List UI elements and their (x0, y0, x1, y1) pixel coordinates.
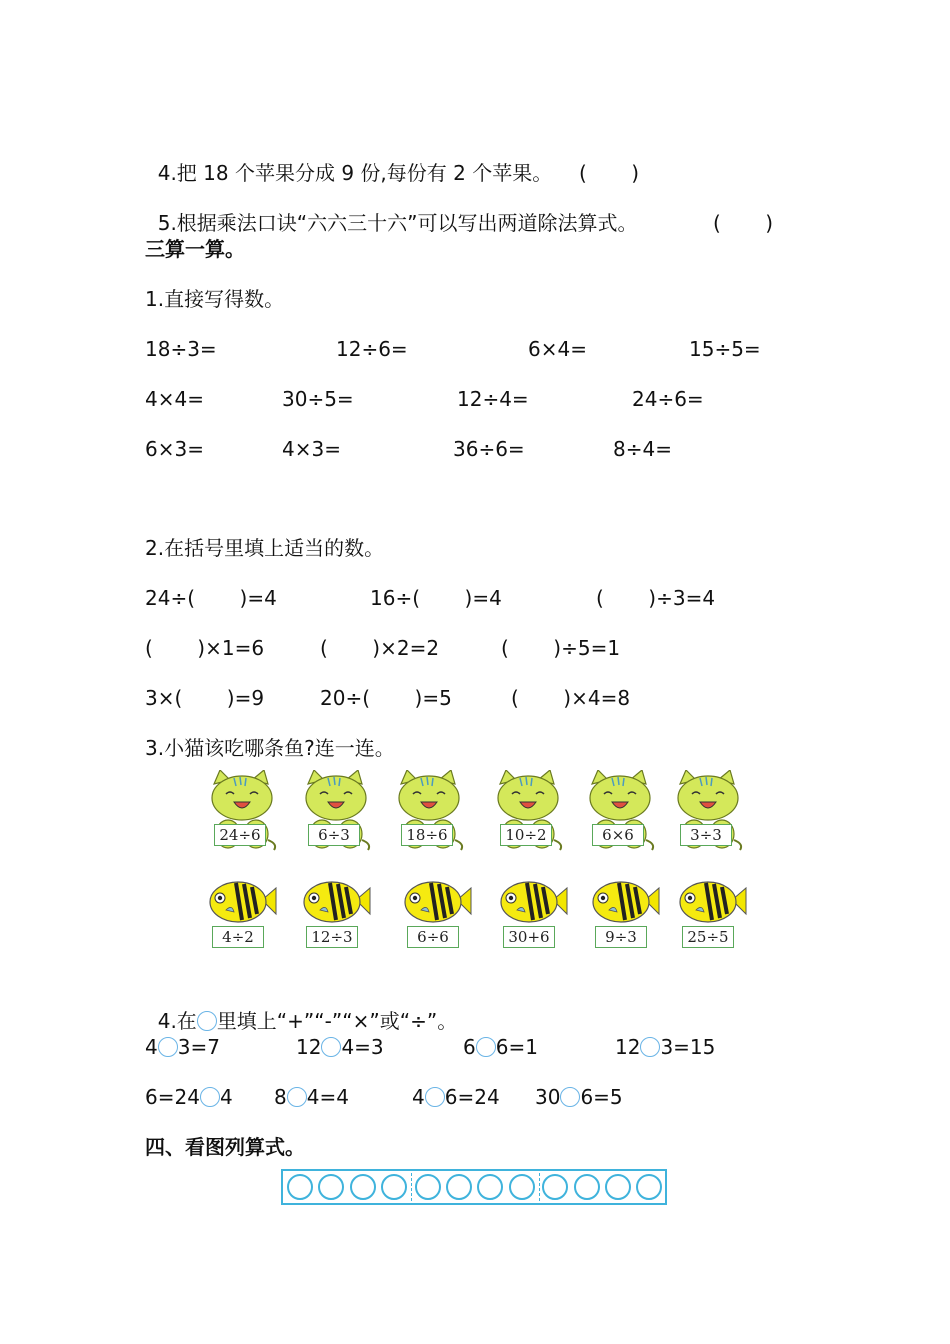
operator-item (615, 1035, 715, 1059)
fish-expression-label: 9÷3 (595, 926, 647, 948)
operator-right: 3=7 (177, 1035, 220, 1059)
calc-item: 4×3= (282, 437, 341, 461)
calc-item: 8÷4= (613, 437, 672, 461)
operator-right: 3=15 (660, 1035, 716, 1059)
cat-card[interactable] (300, 770, 372, 854)
fish-icon (206, 876, 278, 928)
operator-item (145, 1085, 233, 1109)
calc-item: 18÷3= (145, 337, 217, 361)
operator-left: 6 (463, 1035, 476, 1059)
operator-circle[interactable] (321, 1037, 341, 1057)
operator-right: 4 (219, 1085, 233, 1109)
circle-group-figure (281, 1169, 667, 1205)
question-4-answer-paren[interactable]: ( ) (579, 161, 640, 185)
fill-item[interactable]: 20÷( )=5 (320, 686, 452, 710)
operator-left: 6=24 (145, 1085, 200, 1109)
figure-circle (574, 1174, 600, 1200)
cat-card[interactable] (584, 770, 656, 854)
fish-icon (497, 876, 569, 928)
fill-item[interactable]: ( )÷5=1 (501, 636, 621, 660)
group-divider (411, 1173, 412, 1201)
part-1-title: 1.直接写得数。 (145, 287, 285, 311)
part-4-title (145, 985, 457, 1033)
cat-expression-label: 10÷2 (500, 824, 552, 846)
cat-card[interactable] (206, 770, 278, 854)
operator-circle[interactable] (287, 1087, 307, 1107)
operator-left: 30 (535, 1085, 561, 1109)
calc-item: 15÷5= (689, 337, 761, 361)
question-5-text: 5.根据乘法口诀“六六三十六”可以写出两道除法算式。 (157, 211, 638, 235)
circle-placeholder-icon (197, 1011, 217, 1031)
fish-card[interactable] (589, 876, 661, 948)
fish-icon (401, 876, 473, 928)
fish-expression-label: 4÷2 (212, 926, 264, 948)
figure-circle (381, 1174, 407, 1200)
operator-item (274, 1085, 349, 1109)
fish-card[interactable] (401, 876, 473, 948)
fish-expression-label: 6÷6 (407, 926, 459, 948)
calc-item: 12÷4= (457, 387, 529, 411)
part-2-title: 2.在括号里填上适当的数。 (145, 536, 385, 560)
operator-left: 8 (274, 1085, 287, 1109)
cat-expression-label: 24÷6 (214, 824, 266, 846)
fill-item[interactable]: 3×( )=9 (145, 686, 265, 710)
question-4-text: 4.把 18 个苹果分成 9 份,每份有 2 个苹果。 (157, 161, 553, 185)
cat-expression-label: 6×6 (592, 824, 644, 846)
operator-circle[interactable] (425, 1087, 445, 1107)
group-divider (539, 1173, 540, 1201)
fish-expression-label: 25÷5 (682, 926, 734, 948)
operator-item (412, 1085, 500, 1109)
operator-left: 4 (412, 1085, 425, 1109)
fish-expression-label: 30+6 (503, 926, 555, 948)
operator-circle[interactable] (640, 1037, 660, 1057)
operator-item (296, 1035, 384, 1059)
operator-circle[interactable] (200, 1087, 220, 1107)
fish-expression-label: 12÷3 (306, 926, 358, 948)
figure-circle (287, 1174, 313, 1200)
question-4 (145, 137, 640, 185)
operator-left: 4 (145, 1035, 158, 1059)
figure-circle (509, 1174, 535, 1200)
fill-item[interactable]: ( )×4=8 (511, 686, 631, 710)
section-3-title: 三算一算。 (145, 237, 245, 261)
fish-card[interactable] (206, 876, 278, 948)
operator-left: 12 (615, 1035, 641, 1059)
part-4-title-b: 里填上“+”“-”“×”或“÷”。 (216, 1009, 458, 1033)
cat-card[interactable] (492, 770, 564, 854)
part-3-title: 3.小猫该吃哪条鱼?连一连。 (145, 736, 395, 760)
calc-item: 6×4= (528, 337, 587, 361)
fill-item[interactable]: ( )×2=2 (320, 636, 440, 660)
calc-item: 6×3= (145, 437, 204, 461)
figure-circle (477, 1174, 503, 1200)
fish-card[interactable] (497, 876, 569, 948)
operator-right: 4=4 (306, 1085, 349, 1109)
cat-card[interactable] (672, 770, 744, 854)
part-4-title-a: 4.在 (157, 1009, 197, 1033)
operator-item (535, 1085, 623, 1109)
cat-expression-label: 3÷3 (680, 824, 732, 846)
fish-icon (676, 876, 748, 928)
operator-circle[interactable] (158, 1037, 178, 1057)
operator-item (145, 1035, 220, 1059)
calc-item: 24÷6= (632, 387, 704, 411)
cat-card[interactable] (393, 770, 465, 854)
cat-expression-label: 18÷6 (401, 824, 453, 846)
operator-right: 6=5 (580, 1085, 623, 1109)
operator-left: 12 (296, 1035, 322, 1059)
figure-circle (636, 1174, 662, 1200)
fill-item[interactable]: ( )×1=6 (145, 636, 265, 660)
fish-card[interactable] (676, 876, 748, 948)
calc-item: 30÷5= (282, 387, 354, 411)
figure-circle (542, 1174, 568, 1200)
question-5 (145, 187, 774, 235)
fish-icon (300, 876, 372, 928)
fish-card[interactable] (300, 876, 372, 948)
operator-right: 6=24 (444, 1085, 500, 1109)
figure-circle (318, 1174, 344, 1200)
operator-circle[interactable] (560, 1087, 580, 1107)
operator-right: 4=3 (341, 1035, 384, 1059)
section-4-title: 四、看图列算式。 (145, 1135, 305, 1159)
fish-icon (589, 876, 661, 928)
fill-item[interactable]: ( )÷3=4 (596, 586, 716, 610)
cat-expression-label: 6÷3 (308, 824, 360, 846)
calc-item: 4×4= (145, 387, 204, 411)
calc-item: 12÷6= (336, 337, 408, 361)
figure-circle (350, 1174, 376, 1200)
calc-item: 36÷6= (453, 437, 525, 461)
figure-circle (446, 1174, 472, 1200)
question-5-answer-paren[interactable]: ( ) (713, 211, 774, 235)
operator-right: 6=1 (495, 1035, 538, 1059)
fill-item[interactable]: 16÷( )=4 (370, 586, 502, 610)
fill-item[interactable]: 24÷( )=4 (145, 586, 277, 610)
operator-item (463, 1035, 538, 1059)
figure-circle (415, 1174, 441, 1200)
operator-circle[interactable] (476, 1037, 496, 1057)
figure-circle (605, 1174, 631, 1200)
